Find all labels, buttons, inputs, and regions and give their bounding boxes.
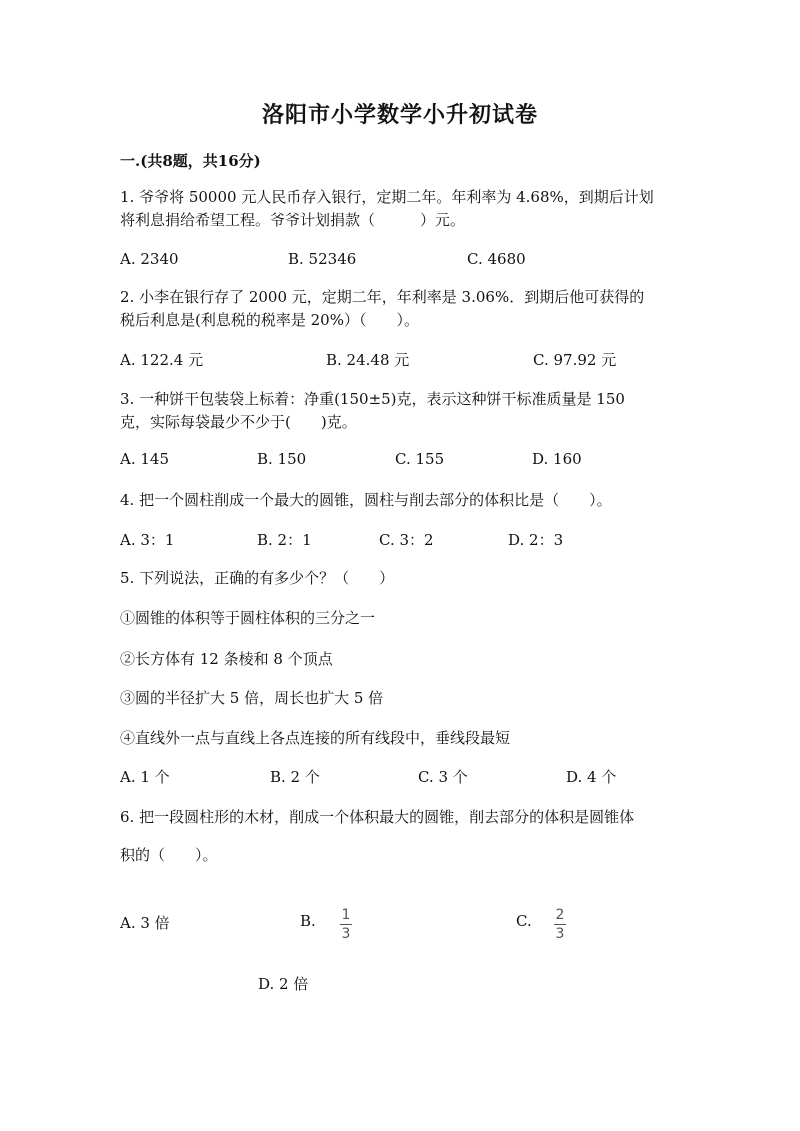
question-3-line-1: 3. 一种饼干包装袋上标着：净重(150±5)克，表示这种饼干标准质量是 150 bbox=[120, 390, 625, 408]
question-5-line-1: 5. 下列说法，正确的有多少个？（ ） bbox=[120, 569, 395, 587]
question-2-option-b[interactable]: B. 24.48 元 bbox=[326, 351, 410, 369]
fraction-numerator: 2 bbox=[555, 907, 565, 923]
fraction-denominator: 3 bbox=[341, 926, 351, 942]
question-6-continued bbox=[120, 844, 680, 867]
question-3-option-a[interactable]: A. 145 bbox=[120, 450, 169, 468]
question-4-line-1: 4. 把一个圆柱削成一个最大的圆锥，圆柱与削去部分的体积比是（ ）。 bbox=[120, 491, 612, 509]
question-2-options bbox=[120, 349, 680, 369]
question-6-option-b-fraction bbox=[340, 907, 352, 942]
question-2-line-1: 2. 小李在银行存了 2000 元，定期二年，年利率是 3.06%．到期后他可获得的 bbox=[120, 288, 645, 306]
question-5-option-d[interactable]: D. 4 个 bbox=[566, 768, 617, 786]
question-3-option-c[interactable]: C. 155 bbox=[395, 450, 445, 468]
question-6-options bbox=[120, 907, 680, 946]
question-5-statement-1: ①圆锥的体积等于圆柱体积的三分之一 bbox=[120, 609, 376, 627]
question-5-option-c[interactable]: C. 3 个 bbox=[418, 768, 468, 786]
question-5-option-a[interactable]: A. 1 个 bbox=[120, 768, 170, 786]
question-3 bbox=[120, 388, 680, 434]
question-2 bbox=[120, 286, 680, 332]
question-5-statement-2: ②长方体有 12 条棱和 8 个顶点 bbox=[120, 650, 333, 668]
question-6-option-b-label[interactable]: B. bbox=[300, 912, 316, 930]
fraction-bar bbox=[554, 924, 566, 925]
question-6-option-c-fraction bbox=[554, 907, 566, 942]
question-5 bbox=[120, 567, 680, 590]
question-1-option-b[interactable]: B. 52346 bbox=[288, 250, 357, 268]
question-1-line-1: 1. 爷爷将 50000 元人民币存入银行，定期二年。年利率为 4.68%，到期后计划 bbox=[120, 188, 654, 206]
question-5-statement-4: ④直线外一点与直线上各点连接的所有线段中，垂线段最短 bbox=[120, 729, 511, 747]
question-4 bbox=[120, 489, 680, 512]
question-1-options bbox=[120, 250, 680, 270]
question-3-option-b[interactable]: B. 150 bbox=[257, 450, 307, 468]
question-6 bbox=[120, 806, 680, 829]
question-4-option-c[interactable]: C. 3：2 bbox=[379, 531, 434, 549]
question-4-option-a[interactable]: A. 3：1 bbox=[120, 531, 175, 549]
question-3-option-d[interactable]: D. 160 bbox=[532, 450, 582, 468]
fraction-bar bbox=[340, 924, 352, 925]
question-6-option-c-label[interactable]: C. bbox=[516, 912, 532, 930]
question-3-line-2: 克，实际每袋最少不少于( )克。 bbox=[120, 413, 357, 431]
question-2-line-2: 税后利息是(利息税的税率是 20%）（ ）。 bbox=[120, 311, 419, 329]
question-6-option-a[interactable]: A. 3 倍 bbox=[120, 914, 170, 932]
fraction-denominator: 3 bbox=[555, 926, 565, 942]
question-1-line-2: 将利息捐给希望工程。爷爷计划捐款（ ）元。 bbox=[120, 211, 466, 229]
question-1-option-a[interactable]: A. 2340 bbox=[120, 250, 179, 268]
question-4-option-d[interactable]: D. 2：3 bbox=[508, 531, 564, 549]
question-2-option-c[interactable]: C. 97.92 元 bbox=[533, 351, 617, 369]
question-5-option-b[interactable]: B. 2 个 bbox=[270, 768, 320, 786]
question-1-option-c[interactable]: C. 4680 bbox=[467, 250, 526, 268]
question-4-options bbox=[120, 529, 680, 549]
question-2-option-a[interactable]: A. 122.4 元 bbox=[120, 351, 204, 369]
page-title: 洛阳市小学数学小升初试卷 bbox=[261, 102, 538, 128]
fraction-numerator: 1 bbox=[341, 907, 351, 923]
question-6-line-1: 6. 把一段圆柱形的木材，削成一个体积最大的圆锥，削去部分的体积是圆锥体 bbox=[120, 808, 635, 826]
section-heading: 一.(共8题，共16分) bbox=[120, 152, 261, 170]
question-4-option-b[interactable]: B. 2：1 bbox=[257, 531, 312, 549]
question-5-options bbox=[120, 766, 680, 786]
question-1 bbox=[120, 186, 680, 232]
question-6-option-d[interactable]: D. 2 倍 bbox=[258, 975, 309, 993]
question-3-options bbox=[120, 450, 680, 470]
question-6-line-2: 积的（ ）。 bbox=[120, 846, 218, 864]
question-5-statement-3: ③圆的半径扩大 5 倍，周长也扩大 5 倍 bbox=[120, 689, 384, 707]
